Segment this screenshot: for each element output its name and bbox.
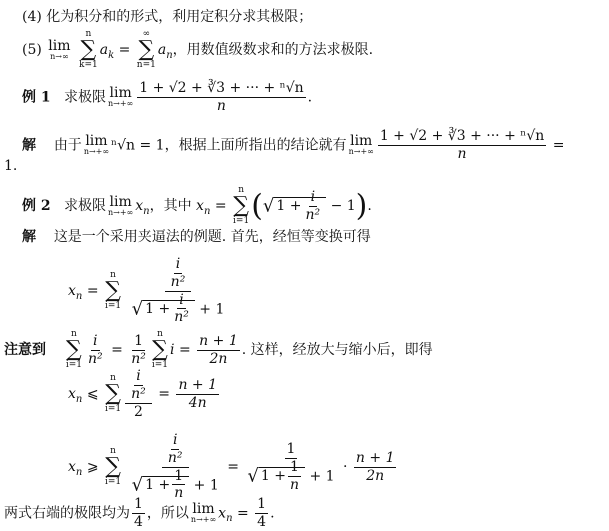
solution-2-label: 解 [22,229,36,245]
note-label: 注意到 [4,342,46,358]
item-5-limit: lim n→∞ [48,38,71,61]
equation-xn-identity: $x_n$ = n ∑ i=1 $\frac{i}{\text{n²}}$ √ 1 + $\frac{i}{\text{n²}}$ + 1 [68,256,225,326]
solution-1-continuation: 1. [4,158,18,174]
example-1: 例 1 求极限 lim n→+∞ $\frac{\text{1 + √2 + ∛3 + ··· + ⁿ√n}}{n}$ . [22,80,313,114]
example-1-fraction: $\frac{\text{1 + √2 + ∛3 + ··· + ⁿ√n}}{n}$ [139,80,304,114]
note-line: 注意到 n ∑ i=1 $\frac{i}{\text{n²}}$ = $\frac{1}{\text{n²}}$ n ∑ i=1 i = $\frac{n + 1}{2n}$ . 这样，经放大与缩小后，即得 [4,329,433,370]
inequality-upper: $x_n$ ⩽ n ∑ i=1 $\frac{\frac{i}{\text{n²}}}{2}$ = $\frac{n + 1}{4n}$ [68,368,217,420]
item-4-text: (4) 化为积分和的形式，利用定积分求其极限； [22,9,313,25]
solution-2: 解 这是一个采用夹逼法的例题. 首先，经恒等变换可得 [22,229,371,245]
example-1-limit: lim n→+∞ [107,85,134,109]
example-1-label: 例 1 [22,89,51,106]
item-5-sum-1: n ∑ k=1 [78,29,98,70]
solution-1-fraction: $\frac{\text{1 + √2 + ∛3 + ··· + ⁿ√n}}{n}$ [379,128,545,162]
example-2-label: 例 2 [22,198,51,214]
inequality-lower: $x_n$ ⩾ n ∑ i=1 $\frac{i}{\text{n²}}$ √ 1 + $\frac{1}{n}$ + 1 = 1 √ 1 + $\frac{1}{n}$ + 1 · $\frac{n + 1}{2n}$ [68,432,395,502]
item-5-prefix: (5) [22,42,42,58]
example-2: 例 2 求极限 lim n→+∞ $x_n$，其中 $x_n$ = n ∑ i=1 (√ 1 + $\frac{i}{\text{n²}}$ − 1). [22,185,372,226]
conclusion: 两式右端的极限均为 $\frac{1}{4}$ ，所以 lim n→+∞ $x_n$ = $\frac{1}{4}$ . [4,496,275,530]
item-5: (5) lim n→∞ n ∑ k=1 $a_k$ = ∞ ∑ n=1 $a_n$，用数值级数求和的方法求极限. [22,29,374,70]
solution-1-label: 解 [22,137,36,154]
item-5-sum-2: ∞ ∑ n=1 [136,29,156,70]
solution-1: 解 由于 lim n→+∞ ⁿ√n = 1，根据上面所指出的结论就有 lim n→+∞ $\frac{\text{1 + √2 + ∛3 + ··· + ⁿ√n}}{n}$ = [22,128,565,162]
